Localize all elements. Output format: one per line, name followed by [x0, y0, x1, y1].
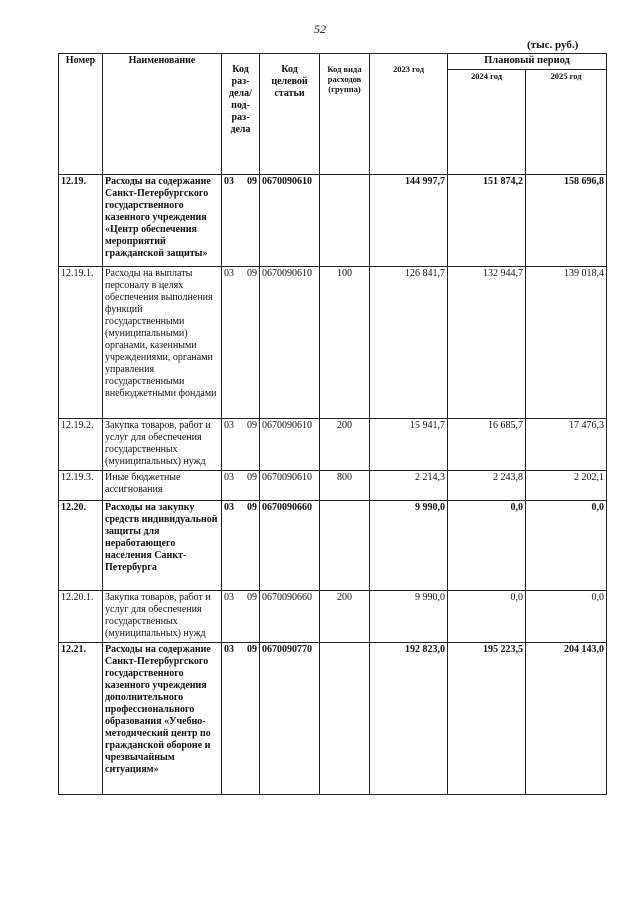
row-expense-code	[320, 501, 370, 591]
table-row	[59, 175, 607, 267]
row-value-2024: 132 944,7	[448, 267, 526, 419]
row-value-2024: 151 874,2	[448, 175, 526, 267]
row-target-code: 0670090610	[260, 419, 320, 471]
row-value-2025: 0,0	[526, 591, 607, 643]
table-row	[59, 267, 607, 419]
row-target-code: 0670090660	[260, 501, 320, 591]
table-row	[59, 471, 607, 501]
table-row	[59, 591, 607, 643]
subsection-code: 09	[247, 268, 257, 279]
row-name: Расходы на содержание Санкт-Петербургского государственного казенного учреждения дополнительного профессионального образования «Учебно-методический центр по гражданской обороне и чрезвычайным ситуациям»	[103, 643, 222, 795]
row-value-2025: 17 476,3	[526, 419, 607, 471]
table-row	[59, 643, 607, 795]
row-number: 12.19.1.	[59, 267, 103, 419]
row-name: Закупка товаров, работ и услуг для обеспечения государственных (муниципальных) нужд	[103, 419, 222, 471]
row-value-2024: 2 243,8	[448, 471, 526, 501]
row-name: Расходы на закупку средств индивидуальной защиты для неработающего населения Санкт-Петербурга	[103, 501, 222, 591]
row-name: Закупка товаров, работ и услуг для обеспечения государственных (муниципальных) нужд	[103, 591, 222, 643]
row-expense-code: 200	[320, 419, 370, 471]
row-value-2023: 192 823,0	[370, 643, 448, 795]
row-expense-code	[320, 643, 370, 795]
subsection-code: 09	[247, 644, 257, 655]
row-value-2023: 15 941,7	[370, 419, 448, 471]
page-number: 52	[314, 22, 326, 36]
row-value-2025: 139 018,4	[526, 267, 607, 419]
row-number: 12.20.1.	[59, 591, 103, 643]
row-target-code: 0670090770	[260, 643, 320, 795]
row-expense-code	[320, 175, 370, 267]
row-section	[222, 419, 260, 471]
subsection-code: 09	[247, 176, 257, 187]
row-value-2024: 16 685,7	[448, 419, 526, 471]
row-value-2023: 126 841,7	[370, 267, 448, 419]
row-number: 12.20.	[59, 501, 103, 591]
row-name: Иные бюджетные ассигнования	[103, 471, 222, 501]
header-year-2023: 2023 год	[370, 54, 448, 175]
header-plan-period: Плановый период	[448, 54, 607, 70]
row-target-code: 0670090610	[260, 175, 320, 267]
subsection-code: 09	[247, 502, 257, 513]
row-value-2025: 204 143,0	[526, 643, 607, 795]
row-number: 12.21.	[59, 643, 103, 795]
row-section	[222, 591, 260, 643]
section-code: 03	[224, 176, 234, 187]
table-row	[59, 419, 607, 471]
row-section	[222, 267, 260, 419]
row-value-2023: 2 214,3	[370, 471, 448, 501]
row-value-2023: 144 997,7	[370, 175, 448, 267]
header-year-2025: 2025 год	[526, 70, 607, 175]
section-code: 03	[224, 472, 234, 483]
subsection-code: 09	[247, 472, 257, 483]
row-value-2025: 0,0	[526, 501, 607, 591]
header-number: Номер	[59, 54, 103, 175]
header-year-2024: 2024 год	[448, 70, 526, 175]
section-code: 03	[224, 420, 234, 431]
header-expense-code: Код вида расходов (группа)	[320, 54, 370, 175]
units-label: (тыс. руб.)	[527, 39, 579, 51]
header-name: Наименование	[103, 54, 222, 175]
row-number: 12.19.3.	[59, 471, 103, 501]
header-target-code: Код целевой статьи	[260, 54, 320, 175]
table-row	[59, 501, 607, 591]
section-code: 03	[224, 644, 234, 655]
subsection-code: 09	[247, 420, 257, 431]
row-expense-code: 800	[320, 471, 370, 501]
row-value-2024: 195 223,5	[448, 643, 526, 795]
row-value-2025: 158 696,8	[526, 175, 607, 267]
row-target-code: 0670090610	[260, 267, 320, 419]
row-name: Расходы на выплаты персоналу в целях обеспечения выполнения функций государственными (муниципальными) органами, казенными учреждениями, органами управления государственными внебюджетными фондами	[103, 267, 222, 419]
row-expense-code: 100	[320, 267, 370, 419]
row-section	[222, 175, 260, 267]
row-value-2024: 0,0	[448, 501, 526, 591]
row-value-2024: 0,0	[448, 591, 526, 643]
row-section	[222, 501, 260, 591]
budget-table	[58, 53, 607, 795]
row-target-code: 0670090610	[260, 471, 320, 501]
row-value-2023: 9 990,0	[370, 501, 448, 591]
row-section	[222, 643, 260, 795]
section-code: 03	[224, 502, 234, 513]
section-code: 03	[224, 268, 234, 279]
row-number: 12.19.	[59, 175, 103, 267]
row-expense-code: 200	[320, 591, 370, 643]
row-number: 12.19.2.	[59, 419, 103, 471]
row-section	[222, 471, 260, 501]
row-value-2025: 2 202,1	[526, 471, 607, 501]
row-value-2023: 9 990,0	[370, 591, 448, 643]
row-name: Расходы на содержание Санкт-Петербургского государственного казенного учреждения «Центр обеспечения мероприятий гражданской защиты»	[103, 175, 222, 267]
row-target-code: 0670090660	[260, 591, 320, 643]
header-section-code: Код раз-дела/ под-раз-дела	[222, 54, 260, 175]
section-code: 03	[224, 592, 234, 603]
subsection-code: 09	[247, 592, 257, 603]
